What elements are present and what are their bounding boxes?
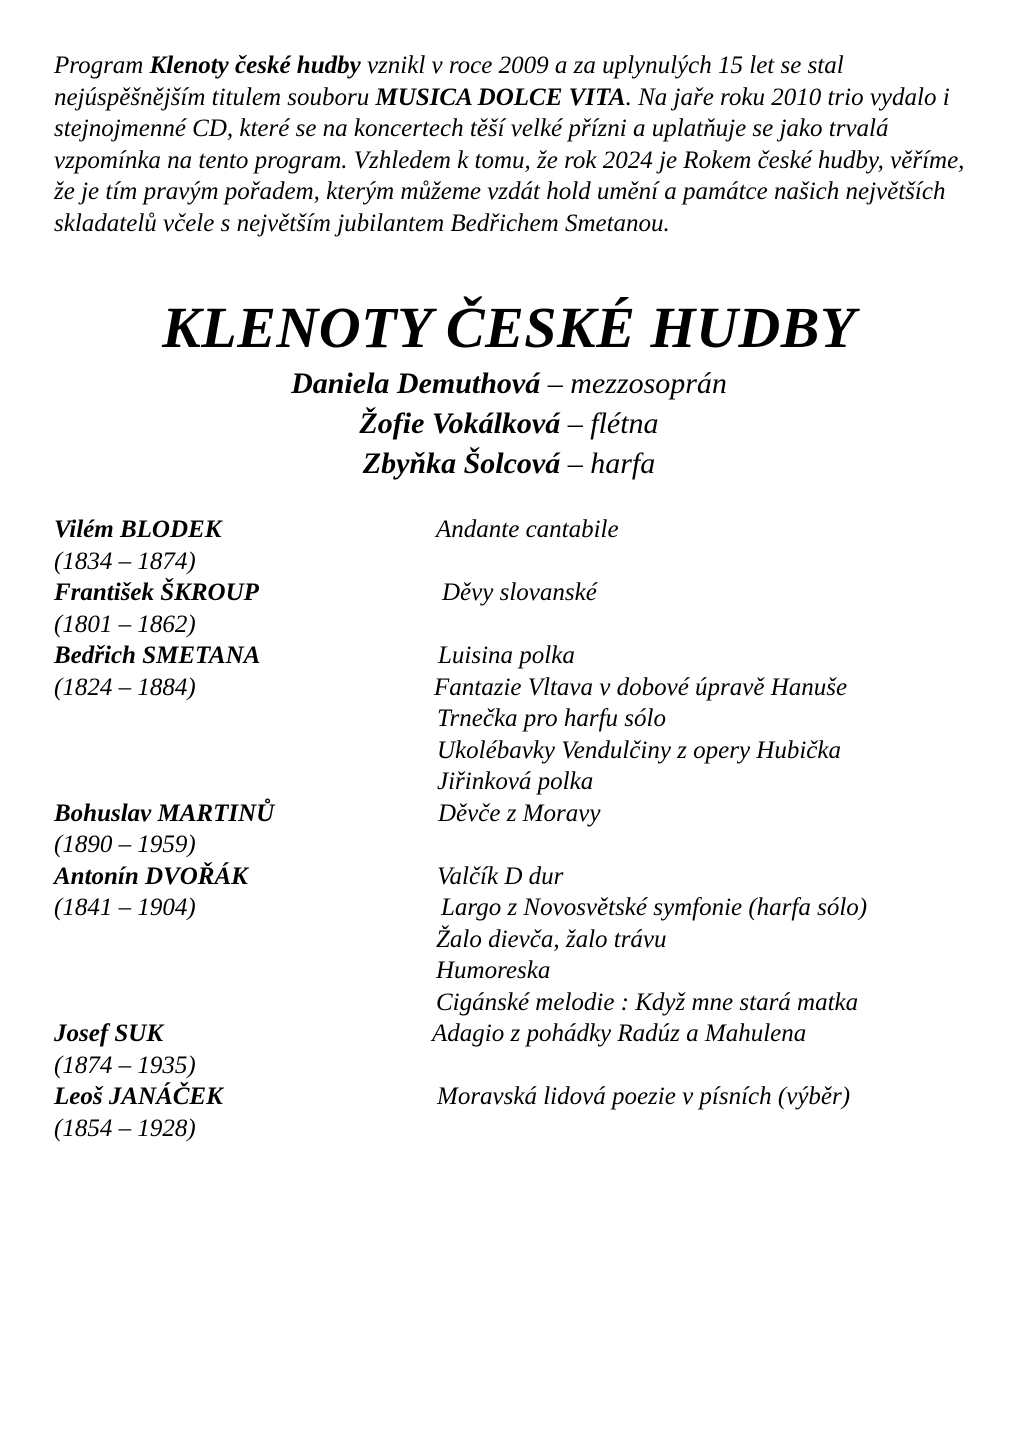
intro-text-1: Program — [54, 52, 150, 79]
composition-title: Moravská lidová poezie v písních (výběr) — [437, 1083, 851, 1110]
program-row — [0, 766, 1018, 797]
intro-paragraph — [54, 50, 974, 239]
program-row — [0, 1081, 1018, 1112]
composition-title: Cigánské melodie : Když mne stará matka — [436, 988, 859, 1016]
composition-title: Trnečka pro harfu sólo — [437, 705, 666, 732]
intro-program-name: Klenoty české hudby — [149, 52, 361, 79]
program-row — [0, 892, 1018, 923]
composer-years: (1854 – 1928) — [54, 1114, 196, 1142]
program-row — [0, 955, 1018, 986]
composition-title: Děvče z Moravy — [438, 799, 601, 827]
program-row — [0, 861, 1018, 892]
composition-title: Largo z Novosvětské symfonie (harfa sólo) — [441, 894, 868, 921]
program-row — [0, 640, 1018, 671]
composer-name: Antonín DVOŘÁK — [54, 862, 248, 890]
program-row — [0, 672, 1018, 703]
program-row — [0, 514, 1018, 545]
program-row — [0, 1018, 1018, 1049]
program-row — [0, 1113, 1018, 1144]
performer-role: – harfa — [560, 447, 656, 480]
composer-years: (1890 – 1959) — [54, 831, 196, 858]
composer-name: Vilém BLODEK — [54, 516, 222, 543]
program-row — [0, 924, 1018, 955]
intro-text-2: vznikl v roce 2009 a za uplynulých 15 let se stal nejúspěšnějším titulem souboru — [54, 52, 844, 111]
program-row — [0, 577, 1018, 608]
performer-harp — [0, 444, 1018, 484]
performer-name: Daniela Demuthová — [291, 367, 541, 400]
program-row — [0, 829, 1018, 860]
program-row — [0, 987, 1018, 1018]
composer-name: Bedřich SMETANA — [54, 642, 261, 669]
composer-years: (1874 – 1935) — [54, 1051, 196, 1079]
composition-title: Děvy slovanské — [442, 579, 597, 606]
composer-name: Bohuslav MARTINŮ — [54, 799, 275, 827]
program-row — [0, 798, 1018, 829]
composition-title: Luisina polka — [438, 642, 575, 669]
composer-name: Leoš JANÁČEK — [54, 1083, 223, 1110]
composition-title: Fantazie Vltava v dobové úpravě Hanuše — [434, 673, 848, 701]
composer-years: (1834 – 1874) — [54, 547, 196, 575]
composition-title: Humoreska — [436, 957, 551, 984]
composition-title: Adagio z pohádky Radúz a Mahulena — [432, 1020, 807, 1047]
program-row — [0, 703, 1018, 734]
performer-role: – flétna — [560, 407, 659, 440]
intro-ensemble-name: MUSICA DOLCE VITA — [375, 83, 626, 111]
performer-name: Zbyňka Šolcová — [362, 447, 561, 480]
composer-name: František ŠKROUP — [54, 579, 259, 606]
composition-title: Žalo dievča, žalo trávu — [436, 925, 667, 953]
composer-years: (1824 – 1884) — [54, 673, 196, 701]
composer-years: (1841 – 1904) — [54, 894, 196, 921]
composer-name: Josef SUK — [54, 1020, 164, 1047]
performer-name: Žofie Vokálková — [359, 407, 561, 440]
composition-title: Jiřinková polka — [437, 768, 594, 795]
program-row — [0, 609, 1018, 640]
intro-text-3: . Na jaře roku 2010 trio vydalo i stejnojmenné CD, které se na koncertech těší velké přízni a uplatňuje se jako trvalá vzpomínka na tento program. Vzhledem k tomu, že rok 2024 je Rokem české hudby, věříme, že je tím pravým pořadem, kterým můžeme vzdát hold umění a památce našich největších skladatelů včele s největším jubilantem Bedřichem Smetanou. — [54, 83, 965, 237]
performer-role: – mezzosoprán — [540, 367, 727, 400]
program-row — [0, 1050, 1018, 1081]
program-row — [0, 546, 1018, 577]
composition-title: Valčík D dur — [437, 862, 564, 890]
composition-title: Ukolébavky Vendulčiny z opery Hubička — [437, 736, 842, 764]
performer-flute — [0, 404, 1018, 444]
page-title: KLENOTY ČESKÉ HUDBY — [162, 295, 856, 360]
program-row — [0, 735, 1018, 766]
composer-years: (1801 – 1862) — [54, 610, 196, 638]
composition-title: Andante cantabile — [436, 516, 619, 543]
performer-mezzosoprano — [0, 364, 1018, 404]
